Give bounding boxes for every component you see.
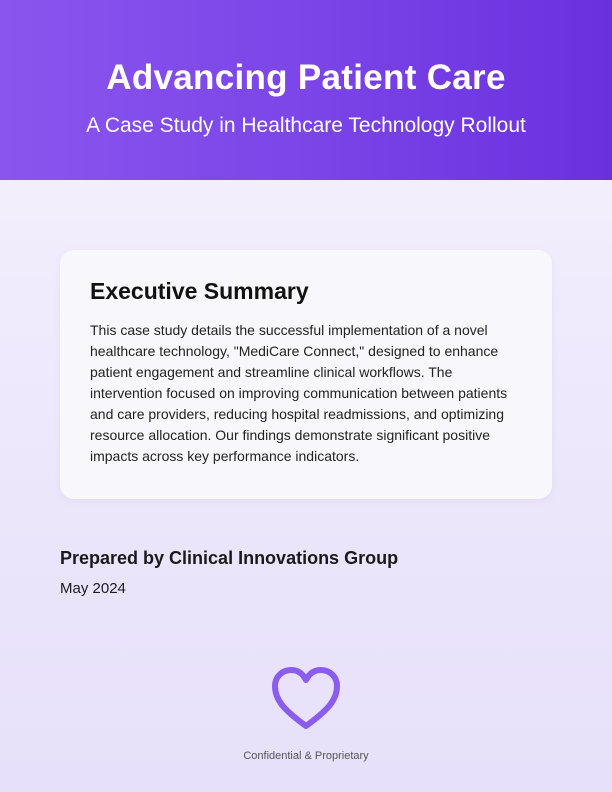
executive-summary-heading: Executive Summary xyxy=(90,278,309,304)
executive-summary-card xyxy=(60,250,552,499)
page-subtitle: A Case Study in Healthcare Technology Rollout xyxy=(86,114,526,137)
report-date: May 2024 xyxy=(60,580,126,597)
prepared-by: Prepared by Clinical Innovations Group xyxy=(60,548,399,568)
header-banner xyxy=(0,0,612,180)
page-title: Advancing Patient Care xyxy=(106,58,506,97)
confidential-note: Confidential & Proprietary xyxy=(243,750,369,762)
executive-summary-text: This case study details the successful implementation of a novel healthcare technology, "MediCare Connect," designed to enhance patient engagement and streamline clinical workflows. The intervention focused on improving communication between patients and care providers, reducing hospital readmissions, and optimizing resource allocation. Our findings demonstrate significant positive impacts across key performance indicators. xyxy=(90,322,508,464)
heart-icon xyxy=(270,666,342,732)
